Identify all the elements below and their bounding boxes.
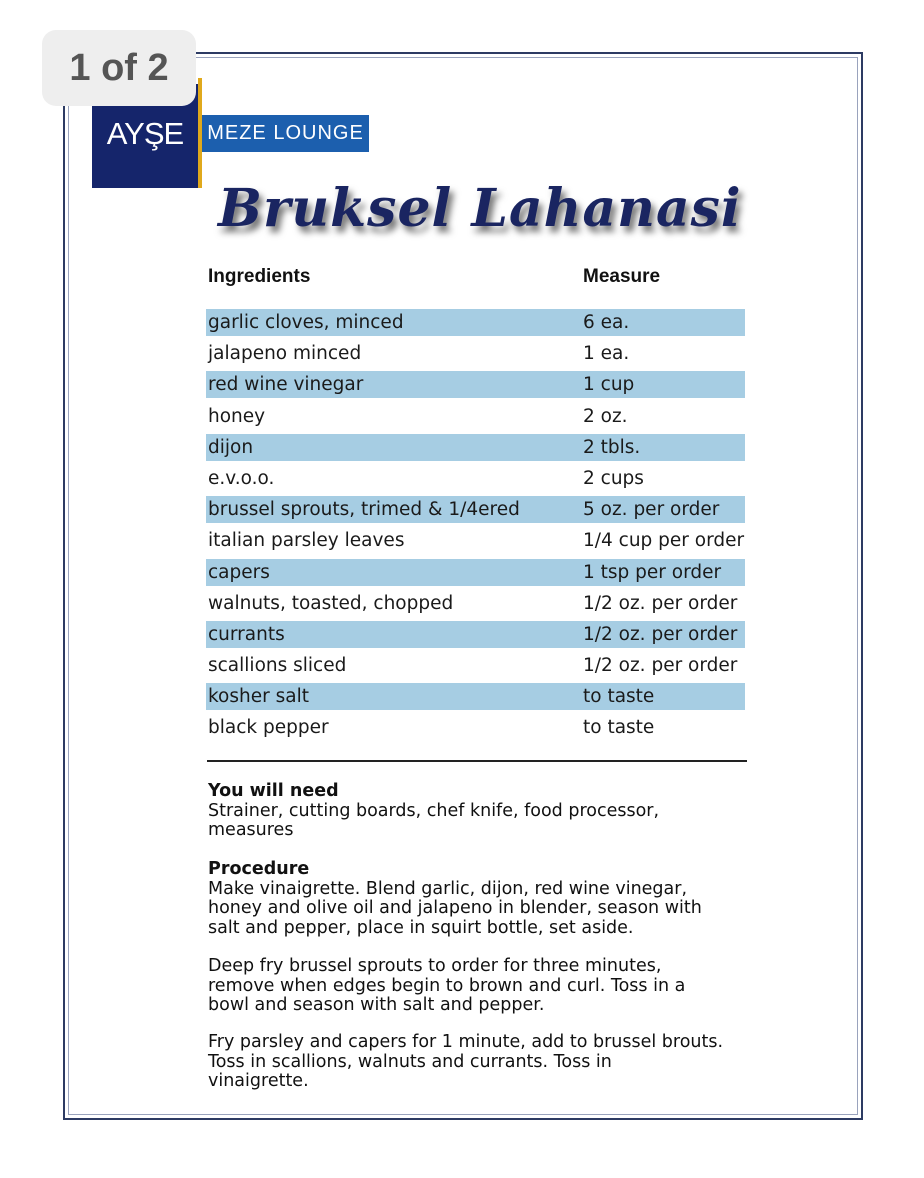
table-row	[206, 527, 748, 554]
ingredient-cell: dijon	[208, 436, 254, 458]
procedure-line: Toss in scallions, walnuts and currants. Toss in	[208, 1051, 612, 1072]
procedure-line: remove when edges begin to brown and curl. Toss in a	[208, 975, 686, 996]
you-will-need-section	[208, 782, 768, 841]
header-measure: Measure	[583, 266, 661, 287]
table-row	[206, 496, 745, 523]
procedure-line: Fry parsley and capers for 1 minute, add to brussel brouts.	[208, 1032, 724, 1052]
table-row	[206, 621, 745, 648]
table-header	[206, 262, 748, 292]
you-will-need-line: measures	[208, 820, 294, 840]
brand-subtitle: MEZE LOUNGE	[202, 115, 369, 152]
ingredient-cell: brussel sprouts, trimed & 1/4ered	[208, 499, 520, 521]
measure-cell: 1/4 cup per order	[583, 530, 745, 552]
ingredient-cell: walnuts, toasted, chopped	[208, 592, 454, 614]
ingredients-table	[206, 262, 748, 746]
table-row	[206, 309, 745, 336]
section-divider	[207, 760, 747, 762]
measure-cell: 5 oz. per order	[583, 499, 720, 521]
ingredient-cell: currants	[208, 623, 285, 645]
measure-cell: to taste	[583, 717, 655, 739]
procedure-section	[208, 860, 768, 938]
ingredient-cell: capers	[208, 561, 270, 583]
table-row	[206, 340, 748, 367]
you-will-need-heading: You will need	[208, 781, 339, 801]
procedure-paragraph-3	[208, 1033, 768, 1092]
measure-cell: 2 oz.	[583, 405, 628, 427]
measure-cell: 1 tsp per order	[583, 561, 722, 583]
measure-cell: 1 cup	[583, 374, 635, 396]
ingredient-cell: honey	[208, 405, 266, 427]
procedure-line: Make vinaigrette. Blend garlic, dijon, red wine vinegar,	[208, 878, 688, 899]
measure-cell: 1/2 oz. per order	[583, 623, 738, 645]
measure-cell: 1 ea.	[583, 343, 630, 365]
procedure-line: salt and pepper, place in squirt bottle, set aside.	[208, 917, 634, 938]
measure-cell: 1/2 oz. per order	[583, 655, 738, 677]
table-row	[206, 559, 745, 586]
table-row	[206, 371, 745, 398]
brand-logo-text: AYŞE	[106, 116, 184, 151]
procedure-line: bowl and season with salt and pepper.	[208, 995, 545, 1015]
ingredient-cell: jalapeno minced	[208, 343, 362, 365]
table-row	[206, 714, 748, 741]
ingredient-cell: red wine vinegar	[208, 374, 364, 396]
ingredient-cell: e.v.o.o.	[208, 467, 275, 489]
recipe-title: Bruksel Lahanasi	[218, 178, 742, 239]
table-body	[206, 309, 748, 741]
brand-accent-bar	[198, 78, 202, 188]
table-row	[206, 683, 745, 710]
measure-cell: 2 cups	[583, 467, 644, 489]
ingredient-cell: garlic cloves, minced	[208, 312, 404, 333]
measure-cell: 1/2 oz. per order	[583, 592, 738, 614]
measure-cell: 6 ea.	[583, 312, 630, 333]
you-will-need-line: Strainer, cutting boards, chef knife, food processor,	[208, 800, 660, 821]
table-row	[206, 590, 748, 617]
table-row	[206, 465, 748, 492]
table-row	[206, 652, 748, 679]
ingredient-cell: scallions sliced	[208, 655, 347, 677]
page-counter: 1 of 2	[42, 30, 196, 106]
ingredient-cell: italian parsley leaves	[208, 530, 405, 552]
ingredient-cell: black pepper	[208, 717, 329, 739]
ingredient-cell: kosher salt	[208, 686, 309, 708]
procedure-line: Deep fry brussel sprouts to order for three minutes,	[208, 956, 662, 976]
procedure-heading: Procedure	[208, 859, 310, 879]
table-row	[206, 434, 745, 461]
procedure-paragraph-2	[208, 957, 768, 1016]
procedure-line: honey and olive oil and jalapeno in blender, season with	[208, 898, 702, 918]
table-row	[206, 403, 748, 430]
procedure-line: vinaigrette.	[208, 1071, 309, 1091]
measure-cell: to taste	[583, 686, 655, 708]
measure-cell: 2 tbls.	[583, 436, 641, 458]
header-ingredients: Ingredients	[208, 266, 311, 287]
